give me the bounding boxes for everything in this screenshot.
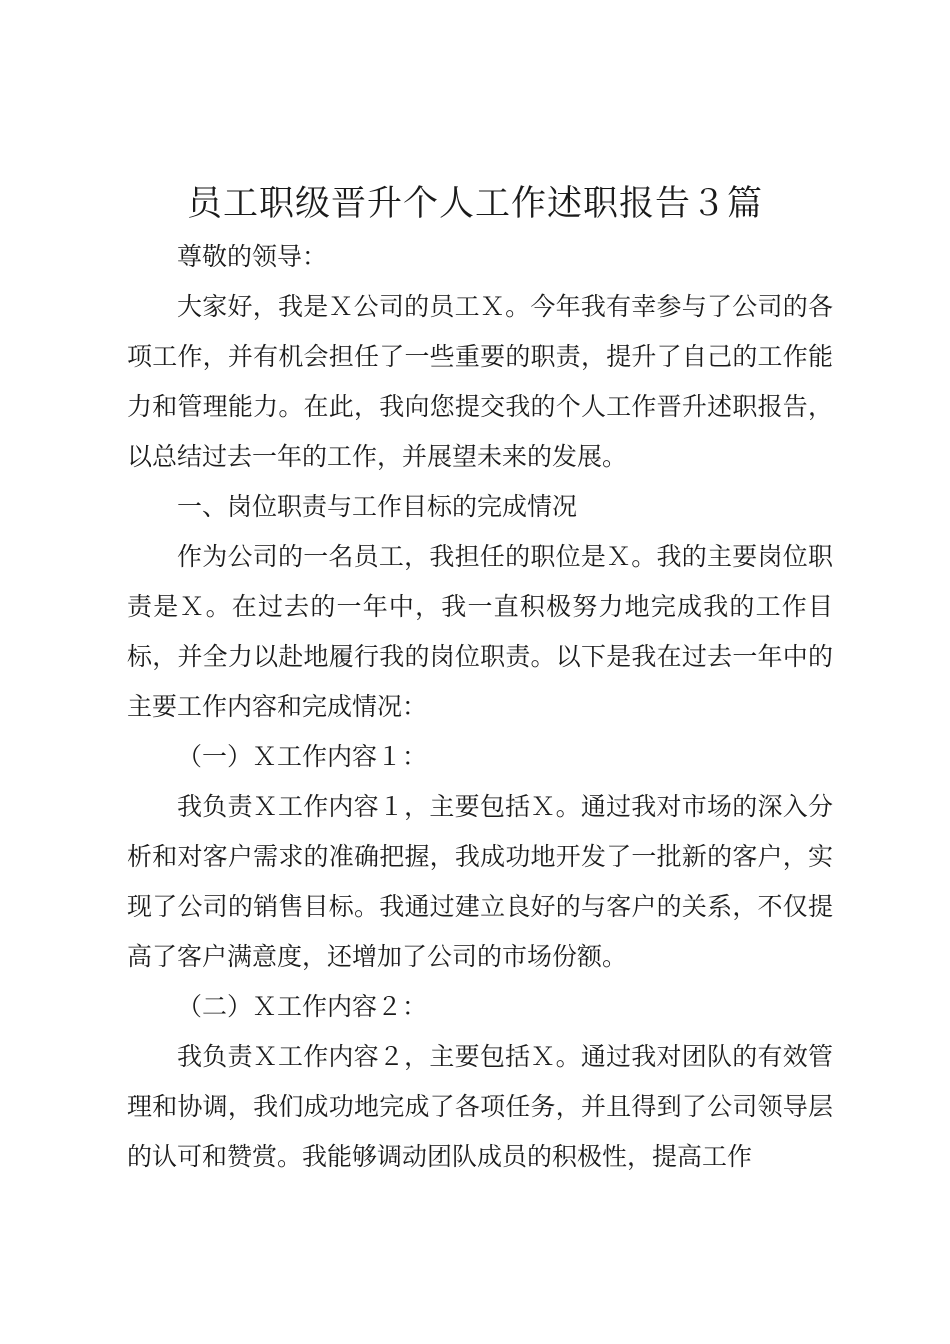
subsection-heading: （二）Ｘ工作内容２： <box>177 992 428 1021</box>
section-paragraph: 作为公司的一名员工，我担任的职位是Ｘ。我的主要岗位职责是Ｘ。在过去的一年中，我一直积极努力地完成我的工作目标，并全力以赴地履行我的岗位职责。以下是我在过去一年中的主要工作内容和完成情况： <box>127 542 833 721</box>
document-body <box>127 232 833 1182</box>
subsection-heading: （一）Ｘ工作内容１： <box>177 742 428 771</box>
document-title: 员工职级晋升个人工作述职报告３篇 <box>186 184 763 224</box>
subsection-paragraph: 我负责Ｘ工作内容２，主要包括Ｘ。通过我对团队的有效管理和协调，我们成功地完成了各项任务，并且得到了公司领导层的认可和赞赏。我能够调动团队成员的积极性，提高工作 <box>127 1042 833 1171</box>
section-heading: 一、岗位职责与工作目标的完成情况 <box>177 492 578 521</box>
intro-paragraph: 大家好，我是Ｘ公司的员工Ｘ。今年我有幸参与了公司的各项工作，并有机会担任了一些重要的职责，提升了自己的工作能力和管理能力。在此，我向您提交我的个人工作晋升述职报告，以总结过去一年的工作，并展望未来的发展。 <box>127 292 833 471</box>
subsection-paragraph: 我负责Ｘ工作内容１，主要包括Ｘ。通过我对市场的深入分析和对客户需求的准确把握，我成功地开发了一批新的客户，实现了公司的销售目标。我通过建立良好的与客户的关系，不仅提高了客户满意度，还增加了公司的市场份额。 <box>127 792 833 971</box>
greeting: 尊敬的领导： <box>177 242 328 271</box>
